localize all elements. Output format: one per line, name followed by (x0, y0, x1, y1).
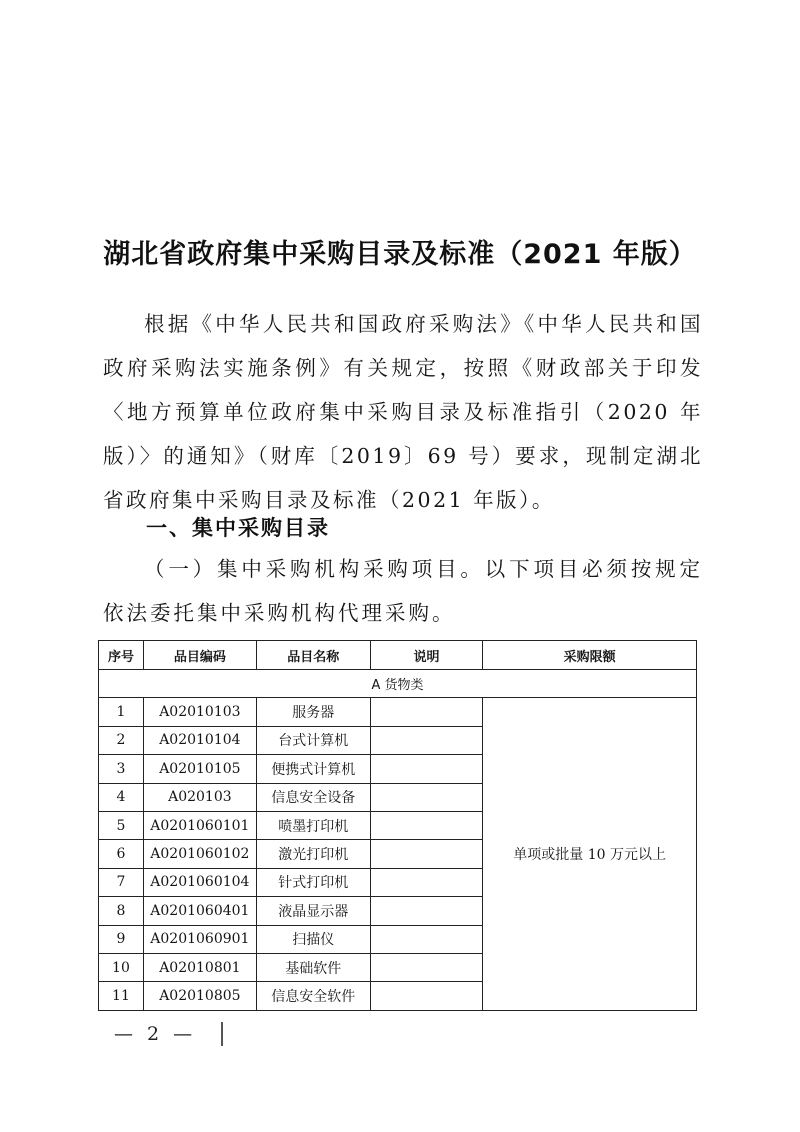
cell-limit: 单项或批量 10 万元以上 (483, 698, 697, 1010)
header-name: 品目名称 (256, 641, 370, 670)
cell-note (370, 982, 483, 1010)
cell-seq: 11 (99, 982, 144, 1010)
cell-name: 服务器 (256, 698, 370, 726)
cell-seq: 6 (99, 840, 144, 868)
cell-note (370, 698, 483, 726)
cell-name: 液晶显示器 (256, 897, 370, 925)
cell-code: A02010805 (143, 982, 256, 1010)
cell-note (370, 953, 483, 981)
cell-name: 便携式计算机 (256, 755, 370, 783)
cell-seq: 2 (99, 726, 144, 754)
cell-code: A02010105 (143, 755, 256, 783)
cell-note (370, 755, 483, 783)
cell-seq: 9 (99, 925, 144, 953)
cell-code: A0201060102 (143, 840, 256, 868)
cell-seq: 1 (99, 698, 144, 726)
section-heading: 一、集中采购目录 (146, 516, 330, 540)
cell-seq: 3 (99, 755, 144, 783)
table-row (99, 698, 697, 726)
cell-seq: 4 (99, 783, 144, 811)
cell-name: 扫描仪 (256, 925, 370, 953)
cell-note (370, 811, 483, 839)
header-code: 品目编码 (143, 641, 256, 670)
cell-code: A0201060104 (143, 868, 256, 896)
cell-seq: 5 (99, 811, 144, 839)
category-label: A 货物类 (99, 670, 697, 698)
cell-code: A0201060401 (143, 897, 256, 925)
cell-note (370, 868, 483, 896)
cell-code: A0201060901 (143, 925, 256, 953)
cell-name: 信息安全软件 (256, 982, 370, 1010)
cell-seq: 8 (99, 897, 144, 925)
cell-note (370, 925, 483, 953)
header-limit: 采购限额 (483, 641, 697, 670)
cell-code: A02010103 (143, 698, 256, 726)
intro-paragraph: 根据《中华人民共和国政府采购法》《中华人民共和国政府采购法实施条例》有关规定，按照《财政部关于印发〈地方预算单位政府集中采购目录及标准指引（2020 年版）〉的通知》（财库〔2019〕69 号）要求，现制定湖北省政府集中采购目录及标准（2021 年版）。 (103, 312, 703, 512)
cell-code: A02010801 (143, 953, 256, 981)
cell-note (370, 840, 483, 868)
cell-code: A0201060101 (143, 811, 256, 839)
cell-seq: 10 (99, 953, 144, 981)
cell-name: 信息安全设备 (256, 783, 370, 811)
cell-code: A020103 (143, 783, 256, 811)
cell-name: 基础软件 (256, 953, 370, 981)
cell-code: A02010104 (143, 726, 256, 754)
procurement-table (98, 640, 697, 1011)
cell-name: 喷墨打印机 (256, 811, 370, 839)
cell-note (370, 783, 483, 811)
cell-name: 激光打印机 (256, 840, 370, 868)
cell-seq: 7 (99, 868, 144, 896)
cell-name: 台式计算机 (256, 726, 370, 754)
subsection-paragraph: （一）集中采购机构采购项目。以下项目必须按规定依法委托集中采购机构代理采购。 (103, 557, 703, 625)
table-header-row (99, 641, 697, 670)
document-title: 湖北省政府集中采购目录及标准（2021 年版） (103, 239, 697, 270)
binding-mark (221, 1022, 223, 1046)
category-row (99, 670, 697, 698)
page-number: — 2 — (114, 1023, 197, 1045)
header-note: 说明 (370, 641, 483, 670)
cell-name: 针式打印机 (256, 868, 370, 896)
header-seq: 序号 (99, 641, 144, 670)
cell-note (370, 726, 483, 754)
cell-note (370, 897, 483, 925)
